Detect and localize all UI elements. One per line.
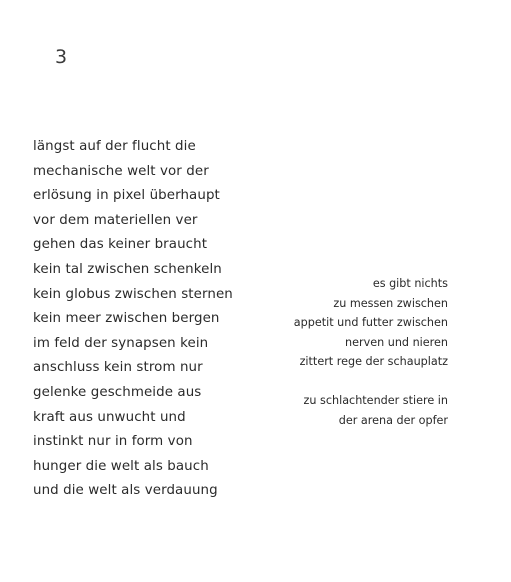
poem-line: instinkt nur in form von xyxy=(33,434,193,450)
stanza-break xyxy=(248,372,448,392)
side-poem-line: appetit und futter zwischen xyxy=(293,316,448,329)
poem-line: vor dem materiellen ver xyxy=(33,212,198,228)
side-poem-line: zittert rege der schauplatz xyxy=(299,355,448,368)
side-poem-line: der arena der opfer xyxy=(338,413,448,427)
poem-line: und die welt als verdauung xyxy=(33,483,218,499)
poem-line: kein meer zwischen bergen xyxy=(33,311,220,327)
page-number: 3 xyxy=(55,46,68,68)
poem-line: erlösung in pixel überhaupt xyxy=(33,188,220,204)
poem-line: gelenke geschmeide aus xyxy=(33,384,202,400)
poem-line: mechanische welt vor der xyxy=(33,163,209,179)
poem-line: im feld der synapsen kein xyxy=(33,335,209,351)
poem-line: kein tal zwischen schenkeln xyxy=(33,261,222,277)
side-poem-line: zu schlachtender stiere in xyxy=(303,394,448,407)
poem-line: anschluss kein strom nur xyxy=(33,360,203,376)
poem-line: kraft aus unwucht und xyxy=(33,409,186,425)
side-poem xyxy=(248,274,448,430)
side-poem-line: zu messen zwischen xyxy=(333,296,448,310)
poem-line: hunger die welt als bauch xyxy=(33,458,209,474)
main-poem xyxy=(33,135,273,504)
poem-line: längst auf der flucht die xyxy=(33,139,196,154)
side-poem-line: nerven und nieren xyxy=(345,335,448,349)
poem-line: kein globus zwischen sternen xyxy=(33,286,233,302)
poem-line: gehen das keiner braucht xyxy=(33,237,208,253)
side-poem-line: es gibt nichts xyxy=(372,277,448,290)
